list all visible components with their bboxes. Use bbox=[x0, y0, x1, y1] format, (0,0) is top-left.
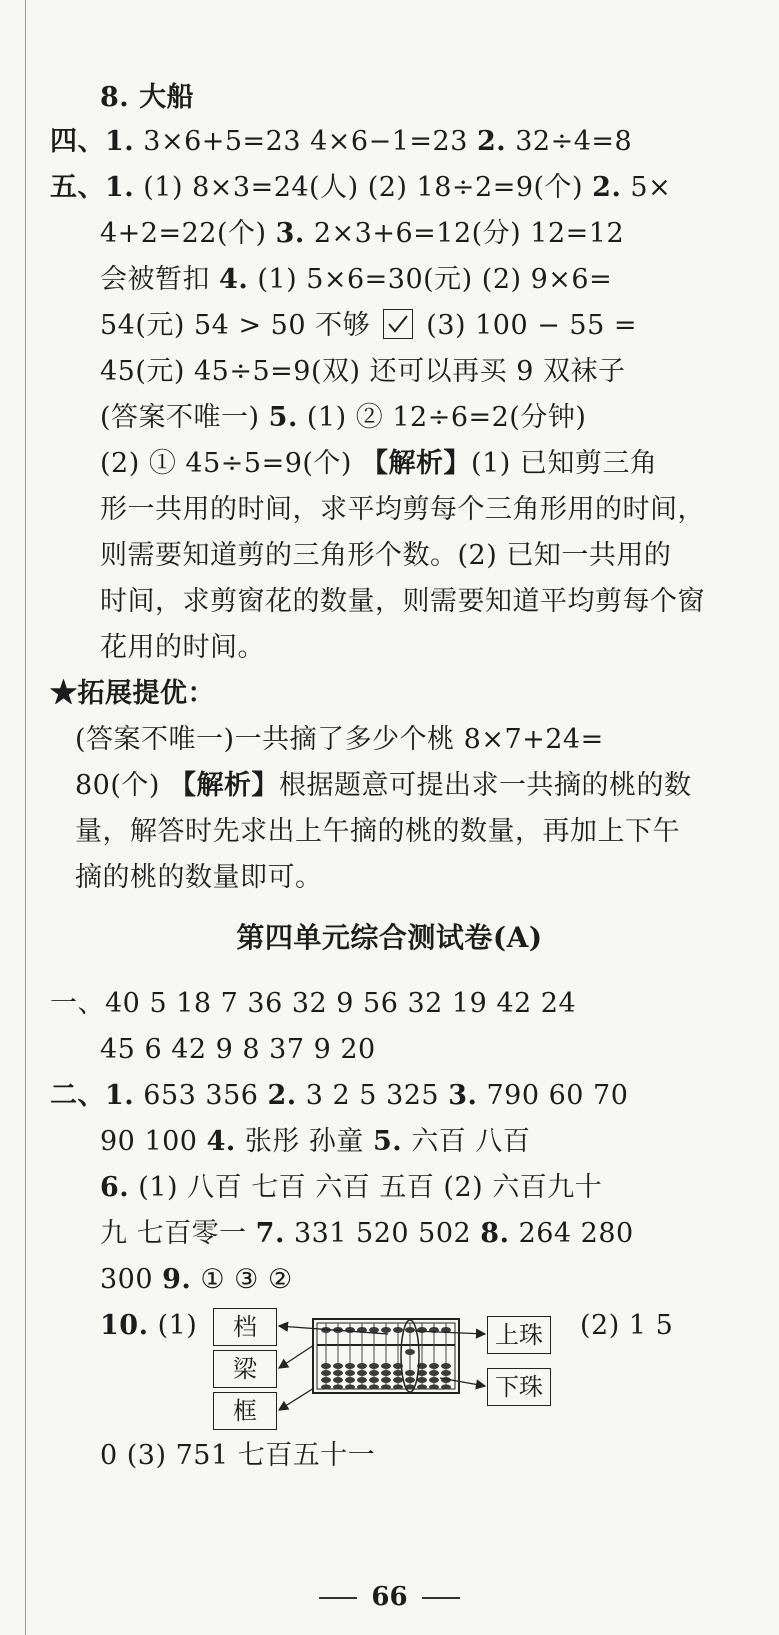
page-number: 66 bbox=[0, 1580, 779, 1614]
line-7: 45(元) 45÷5=9(双) 还可以再买 9 双袜子 bbox=[100, 356, 626, 387]
line-16: 80(个) 【解析】根据题意可提出求一共摘的桃的数 bbox=[75, 770, 692, 801]
dash-right bbox=[422, 1597, 460, 1599]
label-box-dang: 档 bbox=[213, 1308, 277, 1346]
line-5: 会被暂扣 4. (1) 5×6=30(元) (2) 9×6= bbox=[100, 264, 613, 295]
label-box-xiazhu: 下珠 bbox=[487, 1368, 551, 1406]
line-13: 花用的时间。 bbox=[100, 632, 265, 663]
line-10: 形一共用的时间，求平均剪每个三角形用的时间， bbox=[100, 494, 705, 525]
line-19: 一、40 5 18 7 36 32 9 56 32 19 42 24 bbox=[50, 988, 577, 1019]
line-26-right: (2) 1 5 bbox=[580, 1310, 674, 1341]
line-24: 九 七百零一 7. 331 520 502 8. 264 280 bbox=[100, 1218, 634, 1249]
line-18: 摘的桃的数量即可。 bbox=[75, 862, 323, 893]
line-2: 四、1. 3×6+5=23 4×6−1=23 2. 32÷4=8 bbox=[50, 126, 633, 157]
analysis-tag: 【解析】 bbox=[169, 770, 280, 801]
label-box-liang: 梁 bbox=[213, 1350, 277, 1388]
line-6: 54(元) 54 > 50 不够 (3) 100 − 55 = bbox=[100, 310, 637, 341]
dash-left bbox=[319, 1597, 357, 1599]
section-5-label: 五、1. bbox=[50, 172, 135, 203]
line-9: (2) ① 45÷5=9(个) 【解析】(1) 已知剪三角 bbox=[100, 448, 658, 479]
line-23: 6. (1) 八百 七百 六百 五百 (2) 六百九十 bbox=[100, 1172, 603, 1203]
line-11: 则需要知道剪的三角形个数。(2) 已知一共用的 bbox=[100, 540, 672, 571]
analysis-tag: 【解析】 bbox=[361, 448, 472, 479]
extension-heading: ★拓展提优： bbox=[50, 678, 215, 709]
line-1: 8. 大船 bbox=[100, 82, 195, 113]
line-15: (答案不唯一)一共摘了多少个桃 8×7+24= bbox=[75, 724, 604, 755]
section-4-label: 四、1. bbox=[50, 126, 135, 157]
line-3: 五、1. (1) 8×3=24(人) (2) 18÷2=9(个) 2. 5× bbox=[50, 172, 672, 203]
line-22: 90 100 4. 张彤 孙童 5. 六百 八百 bbox=[100, 1126, 531, 1157]
line-17: 量，解答时先求出上午摘的桃的数量，再加上下午 bbox=[75, 816, 680, 847]
section-title: 第四单元综合测试卷(A) bbox=[236, 921, 543, 954]
line-20: 45 6 42 9 8 37 9 20 bbox=[100, 1034, 376, 1065]
line-27: 0 (3) 751 七百五十一 bbox=[100, 1440, 376, 1471]
line-25: 300 9. ① ③ ② bbox=[100, 1264, 293, 1295]
line-4: 4+2=22(个) 3. 2×3+6=12(分) 12=12 bbox=[100, 218, 625, 249]
line-8: (答案不唯一) 5. (1) ② 12÷6=2(分钟) bbox=[100, 402, 587, 433]
line-21: 二、1. 653 356 2. 3 2 5 325 3. 790 60 70 bbox=[50, 1080, 629, 1111]
line-12: 时间，求剪窗花的数量，则需要知道平均剪每个窗 bbox=[100, 586, 705, 617]
label-box-kuang: 框 bbox=[213, 1392, 277, 1430]
label-box-shangzhu: 上珠 bbox=[487, 1316, 551, 1354]
line-26-left: 10. (1) bbox=[100, 1310, 198, 1341]
